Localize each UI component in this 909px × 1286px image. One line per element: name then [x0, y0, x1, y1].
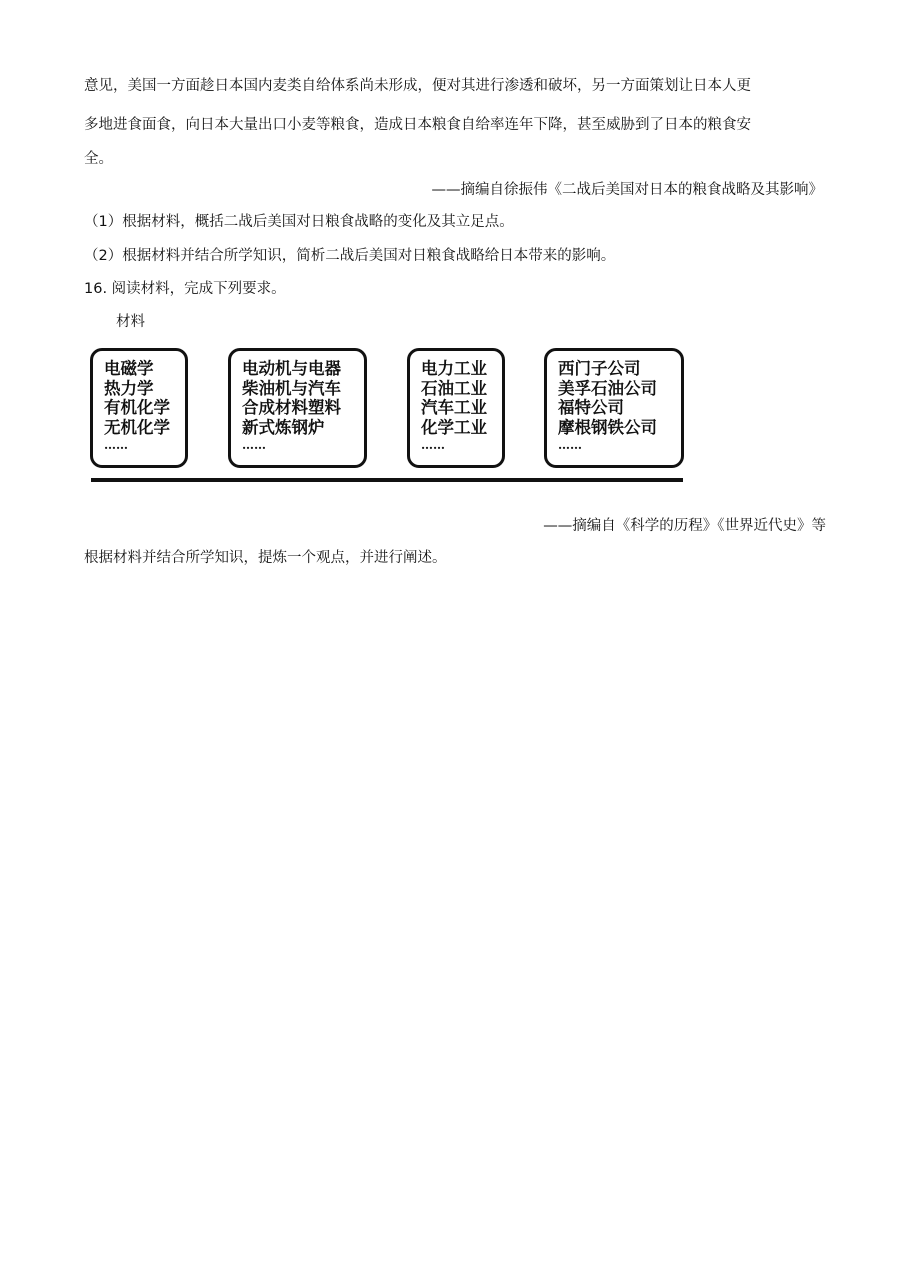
- box-line: 汽车工业: [421, 398, 487, 417]
- box-line: 化学工业: [421, 417, 487, 437]
- box-line: 柴油机与汽车: [242, 378, 341, 398]
- box-line: 电动机与电器: [242, 359, 341, 378]
- question-16-task: 根据材料并结合所学知识，提炼一个观点，并进行阐述。: [84, 550, 447, 566]
- box-technology: [228, 348, 367, 468]
- passage-line-2: 多地进食面食，向日本大量出口小麦等粮食，造成日本粮食自给率连年下降，甚至威胁到了日本的粮食安: [84, 117, 751, 133]
- box-line: 石油工业: [421, 378, 487, 398]
- question-16-title: 16. 阅读材料，完成下列要求。: [84, 281, 286, 297]
- box-ellipsis: ……: [242, 438, 266, 452]
- box-ellipsis: ……: [558, 438, 582, 452]
- material-source: ——摘编自《科学的历程》《世界近代史》等: [543, 518, 826, 534]
- box-line: 无机化学: [104, 417, 170, 437]
- box-ellipsis: ……: [104, 438, 128, 452]
- box-line: 电力工业: [421, 359, 487, 378]
- box-line: 有机化学: [104, 398, 170, 417]
- passage-source: ——摘编自徐振伟《二战后美国对日本的粮食战略及其影响》: [431, 182, 823, 198]
- question-15-2: （2）根据材料并结合所学知识，简析二战后美国对日粮食战略给日本带来的影响。: [84, 248, 616, 264]
- box-line: 摩根钢铁公司: [558, 417, 657, 437]
- box-line: 西门子公司: [558, 359, 641, 378]
- box-line: 电磁学: [104, 359, 154, 378]
- box-line: 福特公司: [558, 398, 624, 417]
- passage-line-3: 全。: [84, 151, 113, 167]
- passage-line-1: 意见，美国一方面趁日本国内麦类自给体系尚未形成，便对其进行渗透和破坏，另一方面策划让日本人更: [84, 78, 751, 94]
- box-line: 新式炼钢炉: [242, 417, 325, 437]
- timeline-baseline: [91, 478, 683, 482]
- question-15-1: （1）根据材料，概括二战后美国对日粮食战略的变化及其立足点。: [84, 214, 514, 230]
- material-label: 材料: [116, 314, 145, 330]
- box-companies: [544, 348, 684, 468]
- box-industry: [407, 348, 505, 468]
- box-line: 热力学: [104, 378, 154, 398]
- box-line: 合成材料塑料: [242, 398, 341, 417]
- box-ellipsis: ……: [421, 438, 445, 452]
- box-science: [90, 348, 188, 468]
- box-line: 美孚石油公司: [558, 378, 657, 398]
